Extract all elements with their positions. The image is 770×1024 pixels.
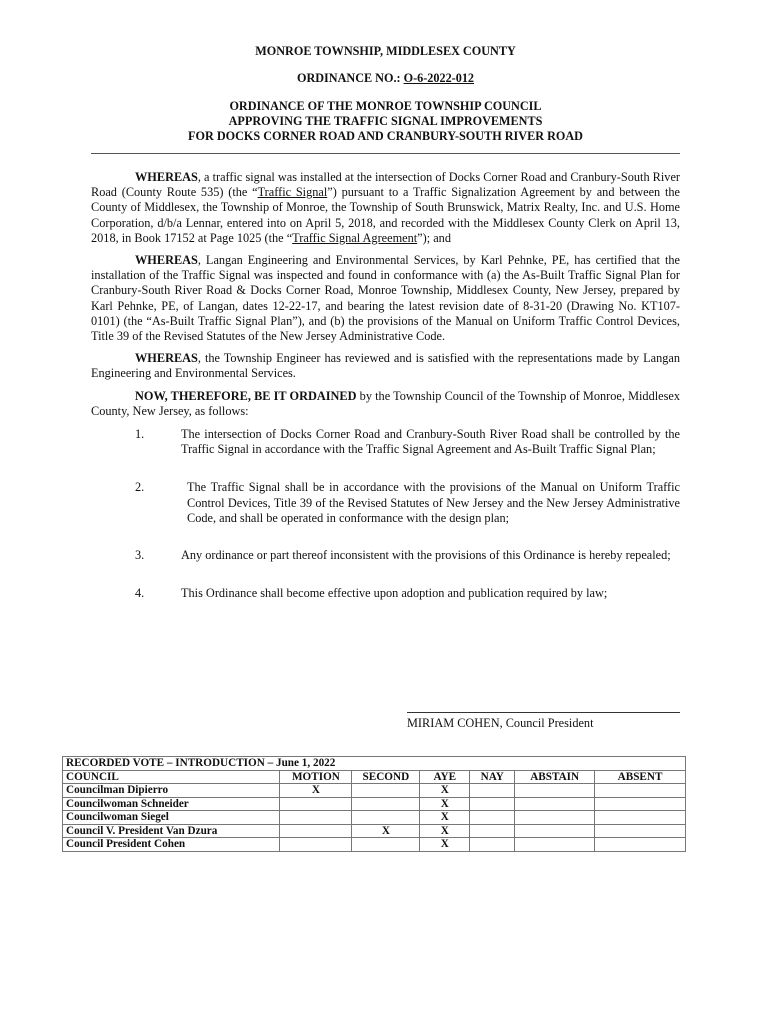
nay-cell [470,797,515,811]
abstain-cell [515,811,595,825]
table-row [63,797,686,811]
item-number: 2. [135,480,145,495]
item-text: This Ordinance shall become effective upon adoption and publication required by law; [181,586,608,601]
absent-cell [595,824,686,838]
second-cell [352,784,420,798]
whereas-paragraph-3 [91,351,680,381]
whereas-text: ”); and [417,230,451,245]
defined-term: Traffic Signal [257,185,328,200]
whereas-paragraph-2 [91,253,680,344]
second-cell: X [352,824,420,838]
council-member-name: Council V. President Van Dzura [63,824,280,838]
motion-cell [280,838,352,852]
abstain-cell [515,784,595,798]
ordained-paragraph [91,389,680,419]
whereas-paragraph-1 [91,170,680,246]
table-row [63,824,686,838]
nay-cell [470,838,515,852]
motion-cell [280,797,352,811]
motion-cell [280,824,352,838]
abstain-cell [515,797,595,811]
column-header: COUNCIL [63,770,280,784]
absent-cell [595,797,686,811]
ordinance-items [91,427,680,601]
whereas-text: , a traffic signal was installed at the intersection of Docks Corner Road and Cranbury-South River Road (County Route 535) (the “ [91,170,680,200]
item-text: The intersection of Docks Corner Road and Cranbury-South River Road shall be controlled by the Traffic Signal in accordance with the Traffic Signal Agreement and As-Built Traffic Signal Plan; [181,427,680,457]
ordinance-title [91,99,680,144]
ordinance-number: O-6-2022-012 [403,71,475,85]
council-member-name: Councilwoman Schneider [63,797,280,811]
column-header: MOTION [280,770,352,784]
aye-cell: X [420,811,470,825]
nay-cell [470,784,515,798]
list-item [91,427,680,457]
table-row [63,811,686,825]
list-item [91,548,680,563]
ordained-text: by the Township Council of the Township of Monroe, Middlesex County, New Jersey, as follows: [91,388,680,418]
whereas-text: , Langan Engineering and Environmental Services, by Karl Pehnke, PE, has certified that the installation of the Traffic Signal was inspected and found in conformance with (a) the As-Built Traffic Signal Plan for Cranbury-South River Road & Docks Corner Road, Monroe Township, Middlesex County, New Jersey, prepared by Karl Pehnke, PE, of Langan, dates 12-22-17, and bearing the latest revision date of 8-31-20 (Drawing No. KT107-0101) (the “As-Built Traffic Signal Plan”), and (b) the provisions of the Manual on Uniform Traffic Control Devices, Title 39 of the Revised Statutes of the New Jersey Administrative Code. [91,253,680,344]
vote-caption-row [63,757,686,771]
signatory-name: MIRIAM COHEN, Council President [407,716,594,730]
ordinance-title-line: FOR DOCKS CORNER ROAD AND CRANBURY-SOUTH RIVER ROAD [188,129,583,143]
absent-cell [595,838,686,852]
column-header: SECOND [352,770,420,784]
item-text: The Traffic Signal shall be in accordance with the provisions of the Manual on Uniform Traffic Control Devices, Title 39 of the Revised Statutes of New Jersey and the New Jersey Administrative Code, and shall be operated in conformance with the design plan; [187,480,680,525]
table-row [63,784,686,798]
ordinance-number-label: ORDINANCE NO.: [296,71,404,85]
column-header: NAY [470,770,515,784]
list-item [91,586,680,601]
whereas-lead: WHEREAS [135,253,198,268]
motion-cell [280,811,352,825]
council-member-name: Council President Cohen [63,838,280,852]
signature-line [407,712,680,713]
council-member-name: Councilwoman Siegel [63,811,280,825]
title-divider [91,153,680,154]
aye-cell: X [420,784,470,798]
ordinance-title-line: ORDINANCE OF THE MONROE TOWNSHIP COUNCIL [229,99,542,113]
ordinance-number-line [91,71,680,86]
whereas-text: ”) pursuant to a Traffic Signalization Agreement by and between the County of Middlesex, the Township of Monroe, the Township of South Brunswick, Matrix Realty, Inc. and U.S. Home Corporation, d/b/a Lennar, entered into on April 5, 2018, and recorded with the Middlesex County Clerk on April 13, 2018, in Book 17152 at Page 1025 (the “ [91,185,680,245]
motion-cell: X [280,784,352,798]
abstain-cell [515,838,595,852]
municipality-heading: MONROE TOWNSHIP, MIDDLESEX COUNTY [255,44,516,58]
ordained-lead: NOW, THEREFORE, BE IT ORDAINED [135,388,357,403]
ordinance-title-line: APPROVING THE TRAFFIC SIGNAL IMPROVEMENTS [228,114,543,128]
whereas-lead: WHEREAS [135,351,198,366]
absent-cell [595,784,686,798]
aye-cell: X [420,838,470,852]
nay-cell [470,811,515,825]
ordinance-page [91,44,680,601]
vote-header-row [63,770,686,784]
absent-cell [595,811,686,825]
whereas-text: , the Township Engineer has reviewed and is satisfied with the representations made by Langan Engineering and Environmental Services. [91,351,680,381]
column-header: ABSENT [595,770,686,784]
recorded-vote-table [62,756,686,852]
item-number: 1. [135,427,145,442]
column-header: AYE [420,770,470,784]
column-header: ABSTAIN [515,770,595,784]
aye-cell: X [420,797,470,811]
item-text: Any ordinance or part thereof inconsistent with the provisions of this Ordinance is hereby repealed; [181,548,671,563]
item-number: 4. [135,586,145,601]
defined-term: Traffic Signal Agreement [292,230,418,245]
abstain-cell [515,824,595,838]
nay-cell [470,824,515,838]
item-number: 3. [135,548,145,563]
vote-caption: RECORDED VOTE – INTRODUCTION – June 1, 2022 [63,757,686,771]
whereas-lead: WHEREAS [135,170,198,184]
second-cell [352,797,420,811]
second-cell [352,838,420,852]
table-row [63,838,686,852]
second-cell [352,811,420,825]
aye-cell: X [420,824,470,838]
signature-block [407,712,680,731]
list-item [91,480,680,526]
council-member-name: Councilman Dipierro [63,784,280,798]
